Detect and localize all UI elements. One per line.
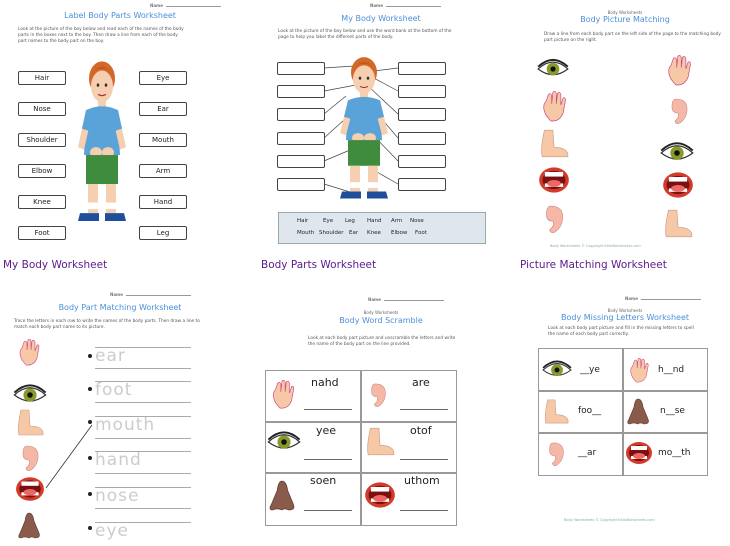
label-box-shoulder: Shoulder [18, 133, 66, 147]
label-box-ear: Ear [139, 102, 187, 116]
trace-word-hand: hand [95, 450, 142, 470]
label-box-arm: Arm [139, 164, 187, 178]
hand-icon [627, 356, 651, 384]
match-dot [88, 354, 92, 358]
label-box-nose: Nose [18, 102, 66, 116]
answer-line [304, 459, 352, 460]
name-line [150, 3, 221, 8]
missing-letter-word: __ye [580, 365, 600, 375]
scrambled-word: are [412, 376, 430, 389]
missing-letter-word: __ar [578, 448, 597, 458]
worksheet-title: Body Missing Letters Worksheet [560, 313, 690, 322]
word-bank-word: Foot [415, 230, 427, 236]
mouth-icon [662, 170, 694, 200]
worksheet-instructions: Look at each body part picture and fill in the missing letters to spell the name of each body part correctly. [548, 326, 694, 337]
mouth-icon [364, 480, 396, 510]
scrambled-word: yee [316, 424, 337, 437]
match-dot [88, 456, 92, 460]
ear-icon [666, 95, 692, 127]
scrambled-word: uthom [404, 474, 440, 487]
word-bank-word: Hand [367, 218, 382, 224]
foot-icon [538, 128, 570, 158]
trace-guide-line [95, 508, 191, 509]
missing-letter-word: foo__ [578, 406, 602, 416]
hand-icon [539, 90, 569, 122]
name-label: Name [368, 297, 381, 302]
ear-icon [366, 378, 390, 412]
trace-word-foot: foot [95, 380, 133, 400]
boy-illustration [72, 60, 132, 225]
match-dot [88, 387, 92, 391]
foot-icon [542, 398, 570, 424]
word-bank-word: Arm [391, 218, 403, 224]
word-bank-word: Leg [345, 218, 355, 224]
label-box-foot: Foot [18, 226, 66, 240]
label-box-hair: Hair [18, 71, 66, 85]
scrambled-word: soen [310, 474, 337, 487]
worksheet-title: Body Word Scramble [339, 316, 423, 325]
trace-guide-line [95, 473, 191, 474]
eye-icon [267, 430, 301, 454]
answer-line [400, 409, 448, 410]
word-bank-word: Hair [297, 218, 309, 224]
worksheet-thumbnail-body-part-matching[interactable] [0, 286, 240, 546]
worksheet-footer: Body Worksheets © Copyright KidsWorksheets.com [550, 244, 641, 248]
nose-icon [626, 397, 652, 425]
trace-word-mouth: mouth [95, 415, 156, 435]
worksheet-thumbnail-label-body-parts[interactable] [0, 0, 240, 258]
worksheet-title: My Body Worksheet [341, 14, 421, 23]
name-line [625, 296, 701, 301]
trace-guide-line [95, 402, 191, 403]
trace-word-ear: ear [95, 346, 126, 366]
missing-letter-word: n__se [660, 406, 685, 416]
foot-icon [364, 426, 396, 456]
worksheet-thumbnail-word-scramble[interactable] [258, 286, 504, 546]
hand-icon [664, 54, 694, 86]
eye-icon [660, 140, 694, 166]
caption-body-parts-worksheet[interactable]: Body Parts Worksheet [261, 259, 377, 271]
trace-guide-line [95, 438, 191, 439]
name-label: Name [370, 3, 383, 8]
answer-line [400, 510, 448, 511]
word-bank-word: Nose [410, 218, 424, 224]
worksheet-title: Body Part Matching Worksheet [58, 303, 182, 312]
ear-icon [540, 202, 568, 236]
worksheet-thumbnail-my-body[interactable] [258, 0, 504, 258]
worksheet-title: Label Body Parts Worksheet [64, 11, 176, 20]
worksheet-instructions: Look at the picture of the boy below and read each of the names of the body parts in the boxes next to the boy. Then draw a line from each of the body part names to the body part on the boy. [18, 27, 184, 44]
worksheet-header: Body Worksheets [607, 10, 643, 15]
worksheet-header: Body Worksheets [363, 310, 399, 315]
word-bank [278, 212, 486, 244]
match-dot [88, 492, 92, 496]
word-bank-word: Elbow [391, 230, 408, 236]
worksheet-thumbnail-missing-letters[interactable] [520, 286, 730, 546]
word-bank-word: Ear [349, 230, 359, 236]
worksheet-instructions: Look at the picture of the boy below and use the word bank at the bottom of the page to help you label the different parts of the body. [278, 29, 452, 40]
scrambled-word: otof [410, 424, 432, 437]
worksheet-footer: Body Worksheets © Copyright KidsWorksheets.com [564, 518, 655, 522]
mouth-icon [538, 165, 570, 195]
ear-icon [544, 439, 568, 469]
word-bank-word: Knee [367, 230, 381, 236]
caption-my-body-worksheet[interactable]: My Body Worksheet [3, 259, 108, 271]
label-box-eye: Eye [139, 71, 187, 85]
label-box-hand: Hand [139, 195, 187, 209]
worksheet-title: Body Picture Matching [580, 15, 670, 24]
name-line [368, 297, 444, 302]
worksheet-thumbnail-picture-matching[interactable] [520, 0, 730, 258]
answer-line [304, 409, 352, 410]
missing-letter-word: h__nd [658, 365, 685, 375]
match-dot [88, 526, 92, 530]
scrambled-word: nahd [311, 376, 339, 389]
hand-icon [269, 378, 297, 410]
word-bank-word: Shoulder [319, 230, 344, 236]
answer-line [400, 459, 448, 460]
worksheet-instructions: Draw a line from each body part on the left side of the page to the matching body part picture on the right. [544, 32, 721, 43]
eye-icon [542, 359, 572, 381]
trace-word-eye: eye [95, 521, 129, 541]
caption-picture-matching-worksheet[interactable]: Picture Matching Worksheet [520, 259, 667, 271]
worksheet-header: Body Worksheets [607, 308, 643, 313]
nose-icon [268, 478, 298, 512]
name-label: Name [110, 292, 123, 297]
name-label: Name [625, 296, 638, 301]
boy-illustration [334, 56, 394, 202]
match-dot [88, 420, 92, 424]
label-box-leg: Leg [139, 226, 187, 240]
foot-icon [662, 208, 694, 238]
missing-letter-word: mo__th [658, 448, 691, 458]
worksheet-instructions: Trace the letters in each row to write the names of the body parts. Then draw a line to match each body part name to its picture. [14, 319, 200, 330]
label-box-mouth: Mouth [139, 133, 187, 147]
trace-guide-line [95, 368, 191, 369]
label-box-knee: Knee [18, 195, 66, 209]
label-box-elbow: Elbow [18, 164, 66, 178]
name-label: Name [150, 3, 163, 8]
word-bank-word: Eye [323, 218, 334, 224]
eye-icon [537, 56, 569, 82]
mouth-icon [625, 440, 653, 466]
trace-word-nose: nose [95, 486, 140, 506]
worksheet-instructions: Look at each body part picture and unscramble the letters and write the name of the body part on the line provided. [308, 336, 456, 347]
answer-line [304, 510, 352, 511]
word-bank-word: Mouth [297, 230, 315, 236]
